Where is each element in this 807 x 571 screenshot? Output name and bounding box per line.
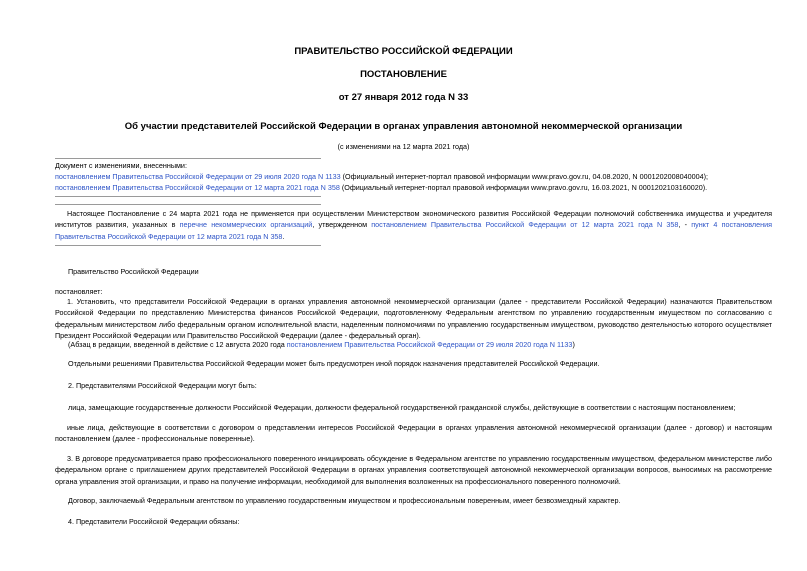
divider bbox=[55, 245, 321, 246]
paragraph-3b: Договор, заключаемый Федеральным агентством по управлению государственным имуществом и профессиональным поверенным, имеет безвозмездный характер. bbox=[68, 496, 621, 505]
paragraph-1: 1. Установить, что представители Российской Федерации в органах управления автономной некоммерческой организации (далее - представители Российской Федерации) назначаются Правительством Российской Федерации по представлению Министерства финансов Российской Федерации, подготовленному Федеральным агентством по управлению государственным имуществом по согласованию с федеральным министерством либо федеральным органом исполнительной власти, наделенным полномочиями по управлению государственным имуществом, руководство деятельностью которого осуществляет Президент Российской Федерации или Правительство Российской Федерации (далее - федеральный орган). bbox=[55, 297, 772, 341]
notice-text: , - bbox=[678, 220, 692, 230]
changes-intro: Документ с изменениями, внесенными: bbox=[55, 161, 187, 170]
notice-link-list[interactable]: перечне некоммерческих организаций bbox=[179, 220, 313, 230]
note-text: ) bbox=[572, 340, 575, 349]
changes-item-1 bbox=[55, 171, 708, 182]
notice-link-decree[interactable]: постановлением Правительства Российской Федерации от 12 марта 2021 года N 358 bbox=[371, 220, 679, 230]
changes-item-1-text: (Официальный интернет-портал правовой информации www.pravo.gov.ru, 04.08.2020, N 0001202008040004); bbox=[340, 172, 708, 181]
paragraph-2: 2. Представителями Российской Федерации могут быть: bbox=[68, 381, 257, 390]
body-government: Правительство Российской Федерации bbox=[68, 267, 199, 276]
notice-paragraph bbox=[55, 208, 772, 242]
changes-item-2-link[interactable]: постановлением Правительства Российской Федерации от 12 марта 2021 года N 358 bbox=[55, 183, 340, 192]
notice-text: Настоящее Постановление с 24 марта 2021 года не применяется при осуществлении Министерством экономического развития Российской Федерации полномочий собственника имущества и учредителя институтов развития, указанных в bbox=[55, 209, 772, 230]
document-title: Об участии представителей Российской Федерации в органах управления автономной некоммерческой организации bbox=[124, 121, 683, 132]
notice-link-point[interactable]: пункт 4 постановления Правительства Российской Федерации от 12 марта 2021 года N 358 bbox=[55, 220, 772, 241]
notice-text: . bbox=[282, 231, 285, 241]
changes-item-2-text: (Официальный интернет-портал правовой информации www.pravo.gov.ru, 16.03.2021, N 0001202103160020). bbox=[339, 183, 708, 192]
paragraph-1b: Отдельными решениями Правительства Российской Федерации может быть предусмотрен иной порядок назначения представителей Российской Федерации. bbox=[68, 359, 600, 368]
paragraph-3: 3. В договоре предусматривается право профессионального поверенного инициировать обсуждение в Федеральном агентстве по управлению государственным имуществом, федеральном министерстве либо федеральном органе с приглашением других представителей Российской Федерации в органах управления соответствующей автономной некоммерческой организации вопросов, выносимых на рассмотрение органа управления этой организации, и право на получение информации, необходимой для выполнения возложенных на профессионального поверенного полномочий. bbox=[55, 454, 772, 486]
paragraph-2b: иные лица, действующие в соответствии с договором о представлении интересов Российской Федерации в органах управления автономной некоммерческой организации (далее - договор) и настоящим постановлением (далее - профессиональные поверенные). bbox=[55, 423, 772, 444]
note-text: (Абзац в редакции, введенной в действие с 12 августа 2020 года bbox=[68, 340, 287, 349]
notice-text: , утвержденном bbox=[312, 220, 372, 230]
divider bbox=[55, 196, 321, 197]
changes-item-1-link[interactable]: постановлением Правительства Российской Федерации от 29 июля 2020 года N 1133 bbox=[55, 172, 341, 181]
paragraph-1-note bbox=[68, 339, 575, 350]
document-type: ПОСТАНОВЛЕНИЕ bbox=[360, 69, 447, 80]
document-subtitle: (с изменениями на 12 марта 2021 года) bbox=[337, 142, 470, 151]
paragraph-4: 4. Представители Российской Федерации обязаны: bbox=[68, 517, 240, 526]
divider bbox=[55, 204, 321, 205]
changes-item-2 bbox=[55, 182, 707, 193]
paragraph-2a: лица, замещающие государственные должности Российской Федерации, должности федеральной государственной гражданской службы, действующие в соответствии с настоящим постановлением; bbox=[68, 403, 736, 412]
body-decree: постановляет: bbox=[55, 287, 103, 296]
document-date: от 27 января 2012 года N 33 bbox=[338, 92, 469, 103]
note-link[interactable]: постановлением Правительства Российской Федерации от 29 июля 2020 года N 1133 bbox=[286, 340, 573, 349]
divider bbox=[55, 158, 321, 159]
government-heading: ПРАВИТЕЛЬСТВО РОССИЙСКОЙ ФЕДЕРАЦИИ bbox=[294, 46, 513, 57]
